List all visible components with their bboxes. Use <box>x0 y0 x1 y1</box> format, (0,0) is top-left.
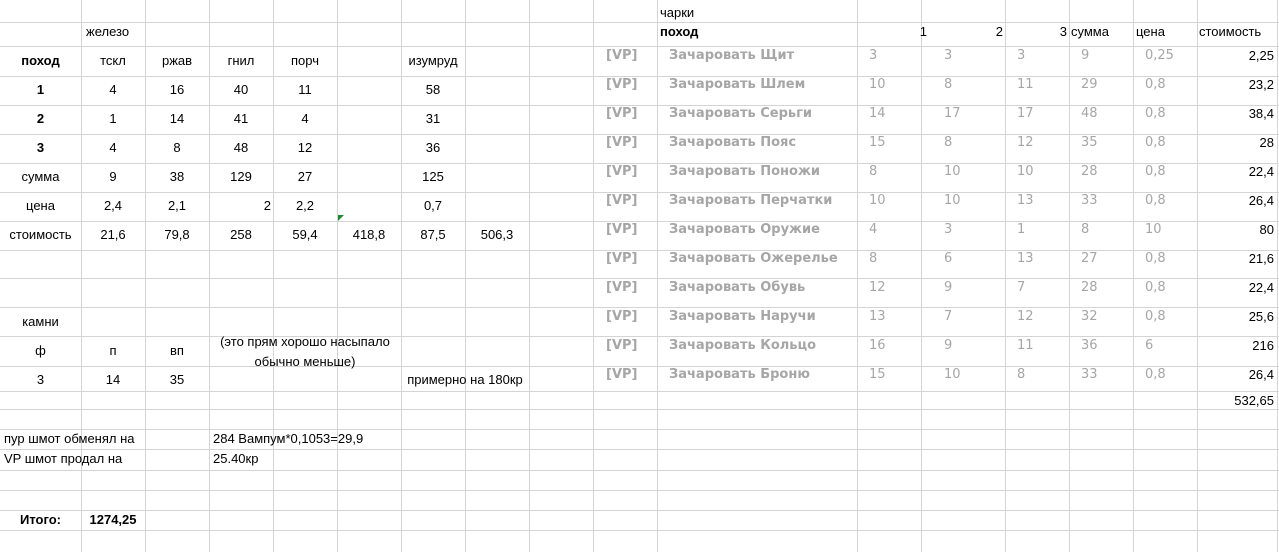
row-sum: 28 <box>1081 164 1098 179</box>
row-price: 0,25 <box>1145 48 1174 63</box>
right-header-1: 1 <box>919 24 927 39</box>
row-sum: 9 <box>1081 48 1090 63</box>
cell-comment-indicator <box>338 215 344 221</box>
sum-value: 38 <box>169 169 185 184</box>
price-value: 2,4 <box>103 198 123 213</box>
row-value: 48 <box>233 140 249 155</box>
stones-value: 14 <box>105 372 121 387</box>
row-v2: 9 <box>944 280 953 295</box>
row-v3: 8 <box>1017 367 1026 382</box>
row-tag: [VP] <box>606 135 638 150</box>
row-v2: 3 <box>944 222 953 237</box>
row-v1: 4 <box>869 222 878 237</box>
row-tag: [VP] <box>606 106 638 121</box>
row-price: 6 <box>1145 338 1154 353</box>
right-header-sum: сумма <box>1071 24 1109 39</box>
row-v1: 8 <box>869 251 878 266</box>
stones-header-vp: вп <box>170 343 184 358</box>
price-label: цена <box>26 198 55 213</box>
row-cost: 22,4 <box>1248 164 1274 179</box>
row-value: 40 <box>233 82 249 97</box>
row-cost: 26,4 <box>1248 367 1274 382</box>
row-v3: 11 <box>1017 77 1034 92</box>
row-cost: 38,4 <box>1248 106 1274 121</box>
cost-label: стоимость <box>9 227 72 242</box>
row-cost: 28 <box>1259 135 1274 150</box>
sum-value: 9 <box>109 169 117 184</box>
row-v3: 3 <box>1017 48 1026 63</box>
row-sum: 8 <box>1081 222 1090 237</box>
header-pokhod: поход <box>21 53 60 68</box>
right-header-3: 3 <box>1059 24 1067 39</box>
row-value: 41 <box>233 111 249 126</box>
row-v2: 8 <box>944 77 953 92</box>
row-tag: [VP] <box>606 251 638 266</box>
row-cost: 216 <box>1252 338 1274 353</box>
row-v3: 12 <box>1017 309 1034 324</box>
row-tag: [VP] <box>606 338 638 353</box>
cost-value: 506,3 <box>480 227 514 242</box>
cost-value: 418,8 <box>352 227 386 242</box>
row-item-name: Зачаровать Щит <box>669 48 795 63</box>
stones-value: 3 <box>36 372 45 387</box>
row-cost: 80 <box>1259 222 1274 237</box>
row-price: 10 <box>1145 222 1162 237</box>
row-value: 8 <box>173 140 181 155</box>
row-v1: 13 <box>869 309 886 324</box>
row-value: 16 <box>169 82 185 97</box>
price-value: 2,1 <box>167 198 187 213</box>
total-value: 1274,25 <box>89 512 137 527</box>
row-item-name: Зачаровать Пояс <box>669 135 797 150</box>
header-col: тскл <box>100 53 126 68</box>
row-item-name: Зачаровать Оружие <box>669 222 820 237</box>
row-v2: 3 <box>944 48 953 63</box>
row-item-name: Зачаровать Кольцо <box>669 338 817 353</box>
row-price: 0,8 <box>1145 280 1166 295</box>
row-value: 12 <box>297 140 313 155</box>
row-v3: 1 <box>1017 222 1026 237</box>
row-value: 36 <box>425 140 441 155</box>
row-sum: 33 <box>1081 367 1098 382</box>
cost-value: 87,5 <box>420 227 446 242</box>
row-price: 0,8 <box>1145 193 1166 208</box>
row-sum: 36 <box>1081 338 1098 353</box>
row-tag: [VP] <box>606 222 638 237</box>
row-item-name: Зачаровать Серьги <box>669 106 813 121</box>
row-v2: 7 <box>944 309 953 324</box>
row-v1: 14 <box>869 106 886 121</box>
row-sum: 29 <box>1081 77 1098 92</box>
row-v2: 9 <box>944 338 953 353</box>
row-price: 0,8 <box>1145 367 1166 382</box>
vp-label: VP шмот продал на <box>4 451 123 466</box>
row-v2: 10 <box>944 164 961 179</box>
row-tag: [VP] <box>606 280 638 295</box>
sum-value: 129 <box>230 169 252 184</box>
sum-label: сумма <box>21 169 60 184</box>
row-cost: 22,4 <box>1248 280 1274 295</box>
row-price: 0,8 <box>1145 77 1166 92</box>
row-cost: 26,4 <box>1248 193 1274 208</box>
row-value: 4 <box>109 82 117 97</box>
row-v3: 10 <box>1017 164 1034 179</box>
row-tag: [VP] <box>606 48 638 63</box>
row-price: 0,8 <box>1145 251 1166 266</box>
header-col: порч <box>291 53 319 68</box>
row-sum: 35 <box>1081 135 1098 150</box>
row-item-name: Зачаровать Обувь <box>669 280 806 295</box>
row-v2: 10 <box>944 193 961 208</box>
stones-title: камни <box>22 314 59 329</box>
vp-value: 25.40кр <box>213 451 259 466</box>
row-value: 1 <box>109 111 117 126</box>
row-cost: 2,25 <box>1248 48 1274 63</box>
row-value: 11 <box>298 82 312 97</box>
row-value: 14 <box>169 111 185 126</box>
row-v3: 11 <box>1017 338 1034 353</box>
cost-value: 21,6 <box>100 227 126 242</box>
row-item-name: Зачаровать Шлем <box>669 77 806 92</box>
cost-value: 59,4 <box>292 227 318 242</box>
row-value: 31 <box>425 111 441 126</box>
row-v2: 8 <box>944 135 953 150</box>
row-price: 0,8 <box>1145 309 1166 324</box>
row-v1: 15 <box>869 367 886 382</box>
row-item-name: Зачаровать Поножи <box>669 164 820 179</box>
group-header-zhelezo: железо <box>86 24 130 39</box>
row-v1: 8 <box>869 164 878 179</box>
row-label: 2 <box>36 111 45 126</box>
stones-note: (это прям хорошо насыпало обычно меньше) <box>220 334 390 369</box>
row-v1: 10 <box>869 193 886 208</box>
header-col: гнил <box>227 53 255 68</box>
row-sum: 32 <box>1081 309 1098 324</box>
row-price: 0,8 <box>1145 164 1166 179</box>
stones-header-p: п <box>109 343 117 358</box>
row-value: 4 <box>109 140 117 155</box>
right-header-2: 2 <box>995 24 1003 39</box>
row-value: 4 <box>301 111 309 126</box>
row-tag: [VP] <box>606 164 638 179</box>
right-total-cost: 532,65 <box>1234 393 1274 408</box>
row-v1: 15 <box>869 135 886 150</box>
row-v3: 7 <box>1017 280 1026 295</box>
price-value: 0,7 <box>423 198 443 213</box>
row-tag: [VP] <box>606 309 638 324</box>
row-tag: [VP] <box>606 193 638 208</box>
row-sum: 33 <box>1081 193 1098 208</box>
row-v2: 17 <box>944 106 961 121</box>
row-v3: 12 <box>1017 135 1034 150</box>
row-price: 0,8 <box>1145 106 1166 121</box>
header-col: ржав <box>161 53 193 68</box>
row-item-name: Зачаровать Ожерелье <box>669 251 838 266</box>
row-cost: 23,2 <box>1248 77 1274 92</box>
right-header-price: цена <box>1136 24 1165 39</box>
pur-label: пур шмот обменял на <box>4 431 135 446</box>
stones-estimate: примерно на 180кр <box>407 372 523 387</box>
row-item-name: Зачаровать Наручи <box>669 309 816 324</box>
right-title: чарки <box>660 5 695 20</box>
row-v3: 13 <box>1017 193 1034 208</box>
total-label: Итого: <box>20 512 61 527</box>
row-v3: 17 <box>1017 106 1034 121</box>
row-v1: 16 <box>869 338 886 353</box>
row-item-name: Зачаровать Перчатки <box>669 193 833 208</box>
pur-value: 284 Вампум*0,1053=29,9 <box>213 431 364 446</box>
row-sum: 28 <box>1081 280 1098 295</box>
stones-header-f: ф <box>35 343 46 358</box>
header-col-izumrud: изумруд <box>408 53 458 68</box>
row-tag: [VP] <box>606 367 638 382</box>
row-v2: 6 <box>944 251 953 266</box>
row-v3: 13 <box>1017 251 1034 266</box>
row-tag: [VP] <box>606 77 638 92</box>
price-value: 2 <box>263 198 271 213</box>
right-header-cost: стоимость <box>1199 24 1262 39</box>
row-price: 0,8 <box>1145 135 1166 150</box>
row-sum: 48 <box>1081 106 1098 121</box>
row-cost: 21,6 <box>1248 251 1274 266</box>
row-v2: 10 <box>944 367 961 382</box>
right-header-pokhod: поход <box>660 24 699 39</box>
stones-value: 35 <box>169 372 185 387</box>
sum-value: 125 <box>422 169 444 184</box>
row-value: 58 <box>425 82 441 97</box>
cost-value: 258 <box>230 227 252 242</box>
cost-value: 79,8 <box>164 227 190 242</box>
row-v1: 12 <box>869 280 886 295</box>
price-value: 2,2 <box>295 198 315 213</box>
row-v1: 10 <box>869 77 886 92</box>
row-v1: 3 <box>869 48 878 63</box>
row-cost: 25,6 <box>1248 309 1274 324</box>
row-label: 1 <box>36 82 45 97</box>
row-item-name: Зачаровать Броню <box>669 367 810 382</box>
row-sum: 27 <box>1081 251 1098 266</box>
row-label: 3 <box>36 140 45 155</box>
sum-value: 27 <box>297 169 313 184</box>
